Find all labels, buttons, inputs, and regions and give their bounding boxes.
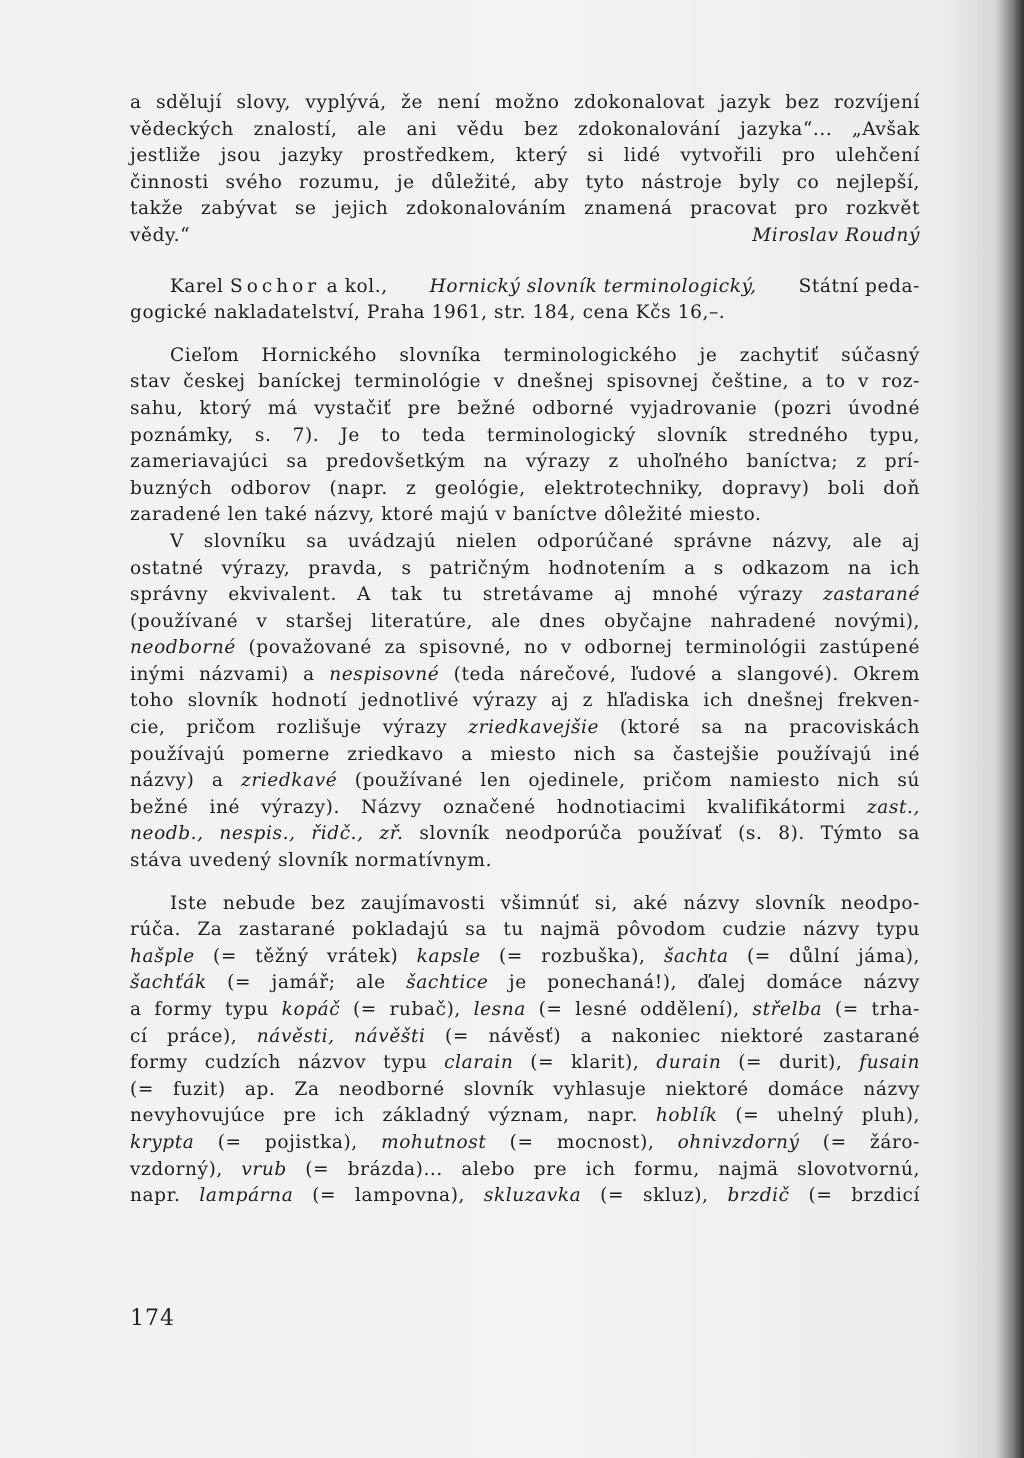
text-run: správny ekvivalent. A tak tu stretávame aj mnohé výrazy	[130, 584, 824, 606]
italic-term: šachta	[663, 945, 729, 967]
text-line	[130, 662, 920, 689]
text-line: stáva uvedený slovník normatívnym.	[130, 850, 493, 872]
text-line	[130, 1024, 920, 1051]
text-line	[130, 1130, 920, 1157]
book-title: Hornický slovník terminologický,	[429, 275, 757, 297]
text-line	[130, 821, 920, 848]
text-run: napr.	[130, 1185, 200, 1207]
author-surname: Sochor	[230, 275, 321, 297]
italic-term: nespisovné	[329, 663, 440, 685]
text-line: toho slovník hodnotí jednotlivé výrazy aj z hľadiska ich dnešnej frekven-	[130, 690, 920, 712]
italic-term: clarain	[444, 1052, 514, 1074]
text-run: (= žáro-	[799, 1131, 921, 1153]
quote-author: Miroslav Roudný	[752, 224, 920, 246]
italic-term: zastarané	[823, 584, 920, 606]
quote-paragraph	[130, 90, 920, 250]
text-run: formy cudzích názvov typu	[130, 1052, 445, 1074]
text-run: (= mocnost),	[486, 1131, 678, 1153]
text-run: názvy) a	[130, 770, 241, 792]
text-line: činnosti svého rozumu, je důležité, aby tyto nástroje byly co nejlepší,	[130, 171, 920, 193]
text-line: poznámky, s. 7). Je to teda terminologický slovník stredného typu,	[130, 424, 920, 446]
text-run: (ktoré sa na pracoviskách	[599, 717, 920, 739]
italic-term: brzdič	[727, 1185, 790, 1207]
text-line	[130, 1103, 920, 1130]
text-run: cí práce),	[130, 1025, 257, 1047]
review-header	[130, 274, 920, 327]
text-line	[130, 223, 920, 250]
text-line	[130, 997, 920, 1024]
text-run: (považované za spisovné, no v odbornej terminológii zastúpené	[235, 637, 920, 659]
text-run: (= rozbuška),	[480, 945, 664, 967]
italic-term: mohutnost	[381, 1131, 487, 1153]
text-line: V slovníku sa uvádzajú nielen odporúčané správne názvy, ale aj	[170, 530, 920, 552]
text-line: Iste nebude bez zaujímavosti všimnúť si, aké názvy slovník neodpo-	[170, 892, 920, 914]
text-run: (= durit),	[721, 1052, 860, 1074]
text-line: sahu, ktorý má vystačiť pre bežné odborné vyjadrovanie (pozri úvodné	[130, 397, 920, 419]
italic-term: hašple	[130, 945, 195, 967]
text-run: (= jamář; ale	[206, 972, 407, 994]
text-line: Cieľom Hornického slovníka terminologického je zachytiť súčasný	[170, 344, 920, 366]
text-run: (= návěsť) a nakoniec niektoré zastarané	[425, 1025, 920, 1047]
text-line	[130, 274, 920, 301]
text-line	[130, 944, 920, 971]
italic-term: hoblík	[655, 1105, 718, 1127]
italic-term: vrub	[241, 1158, 287, 1180]
text-run: vzdorný),	[130, 1158, 242, 1180]
text-run: cie, pričom rozlišuje výrazy	[130, 717, 469, 739]
text-run: (= skluz),	[581, 1185, 728, 1207]
italic-term: skluzavka	[483, 1185, 582, 1207]
text-line	[130, 715, 920, 742]
text-run: (= brázda)... alebo pre ich formu, najmä slovotvornú,	[286, 1158, 920, 1180]
text-line	[130, 970, 920, 997]
text-line	[130, 635, 920, 662]
text-run: nevyhovujúce pre ich základný význam, napr.	[130, 1105, 656, 1127]
italic-term: neodborné	[130, 637, 236, 659]
italic-term: šachtice	[406, 972, 489, 994]
paragraph-2	[130, 529, 920, 875]
italic-term: lampárna	[199, 1185, 294, 1207]
publisher-line-2: gogické nakladatelství, Praha 1961, str. 184, cena Kčs 16,–.	[130, 302, 726, 324]
page-edge-shadow	[998, 0, 1024, 1458]
text-line: (používané v staršej literatúre, ale dnes obyčajne nahradené novými),	[130, 610, 920, 632]
italic-term: zriedkavejšie	[468, 717, 600, 739]
text-line: stav českej baníckej terminológie v dnešnej spisovnej češtine, a to v roz-	[130, 371, 920, 393]
text-run: (= klarit),	[513, 1052, 657, 1074]
text-run: (= důlní jáma),	[728, 945, 921, 967]
text-line: zameriavajúci sa predovšetkým na výrazy z uhoľného baníctva; z prí-	[130, 451, 920, 473]
text-run: (= lampovna),	[293, 1185, 484, 1207]
italic-term: zast.,	[866, 796, 920, 818]
text-run: (= lesné oddělení),	[525, 999, 753, 1020]
text-run: (= uhelný pluh),	[717, 1105, 920, 1127]
text-line	[130, 1050, 920, 1077]
text-line: (= fuzit) ap. Za neodborné slovník vyhlasuje niektoré domáce názvy	[130, 1078, 920, 1100]
text-run: a formy typu	[130, 999, 282, 1020]
publisher-line-1: Státní peda-	[798, 275, 920, 297]
italic-term: střelba	[752, 999, 823, 1020]
text-line	[130, 582, 920, 609]
text-line	[130, 1183, 920, 1210]
text-line: rúča. Za zastarané pokladajú sa tu najmä pôvodom cudzie názvy typu	[130, 919, 920, 941]
text-line	[130, 1157, 920, 1184]
italic-term: zriedkavé	[240, 770, 338, 792]
text-line	[130, 768, 920, 795]
text-line: vědeckých znalostí, ale ani vědu bez zdokonalování jazyka“... „Avšak	[130, 118, 920, 140]
text-line: zaradené len také názvy, ktoré majú v baníctve dôležité miesto.	[130, 504, 762, 526]
italic-term: kapsle	[416, 945, 481, 967]
text-line: jestliže jsou jazyky prostředkem, který si lidé vytvořili pro ulehčení	[130, 145, 920, 167]
paragraph-1	[130, 343, 920, 529]
text-run: inými názvami) a	[130, 663, 330, 685]
text-run: je ponechaná!), ďalej domáce názvy	[488, 972, 920, 994]
text-run: (= rubač),	[340, 999, 474, 1020]
italic-term: lesna	[473, 999, 526, 1020]
text-run: (= pojistka),	[194, 1131, 382, 1153]
text-run: (= trha-	[822, 999, 921, 1020]
text-line: buzných odborov (napr. z geológie, elektrotechniky, dopravy) boli doň	[130, 477, 920, 499]
text-run: bežné iné výrazy). Názvy označené hodnotiacimi kvalifikátormi	[130, 796, 867, 818]
text-run: (= těžný vrátek)	[194, 945, 417, 967]
italic-term: krypta	[130, 1131, 195, 1153]
text-line: a sdělují slovy, vyplývá, že není možno zdokonalovat jazyk bez rozvíjení	[130, 92, 920, 113]
italic-term: šachťák	[130, 972, 207, 994]
text-run: (teda nárečové, ľudové a slangové). Okrem	[439, 663, 920, 685]
italic-term: kopáč	[281, 999, 341, 1020]
author-name-group	[170, 274, 388, 301]
author-suffix: a kol.,	[326, 275, 388, 297]
text-line: takže zabývat se jejich zdokonalováním znamená pracovat pro rozkvět	[130, 198, 920, 220]
italic-term: neodb., nespis., řidč., zř.	[130, 823, 404, 845]
quote-last-line: vědy.“	[130, 224, 191, 246]
text-line: používajú pomerne zriedkavo a miesto nich sa častejšie používajú iné	[130, 743, 920, 765]
paragraph-3	[130, 891, 920, 1210]
text-line	[130, 795, 920, 822]
italic-term: návěsti, návěšti	[256, 1025, 426, 1047]
italic-term: durain	[656, 1052, 722, 1074]
text-run: (používané len ojedinele, pričom namiesto nich sú	[337, 770, 920, 792]
italic-term: fusain	[859, 1052, 920, 1074]
page-body	[130, 90, 920, 1210]
author-first-name: Karel	[170, 275, 224, 297]
page-number: 174	[130, 1306, 175, 1331]
text-run: slovník neodporúča používať (s. 8). Týmto sa	[403, 823, 921, 845]
text-line: ostatné výrazy, pravda, s patričným hodnotením a s odkazom na ich	[130, 557, 920, 579]
italic-term: ohnivzdorný	[677, 1131, 800, 1153]
text-run: (= brzdicí	[789, 1185, 920, 1207]
